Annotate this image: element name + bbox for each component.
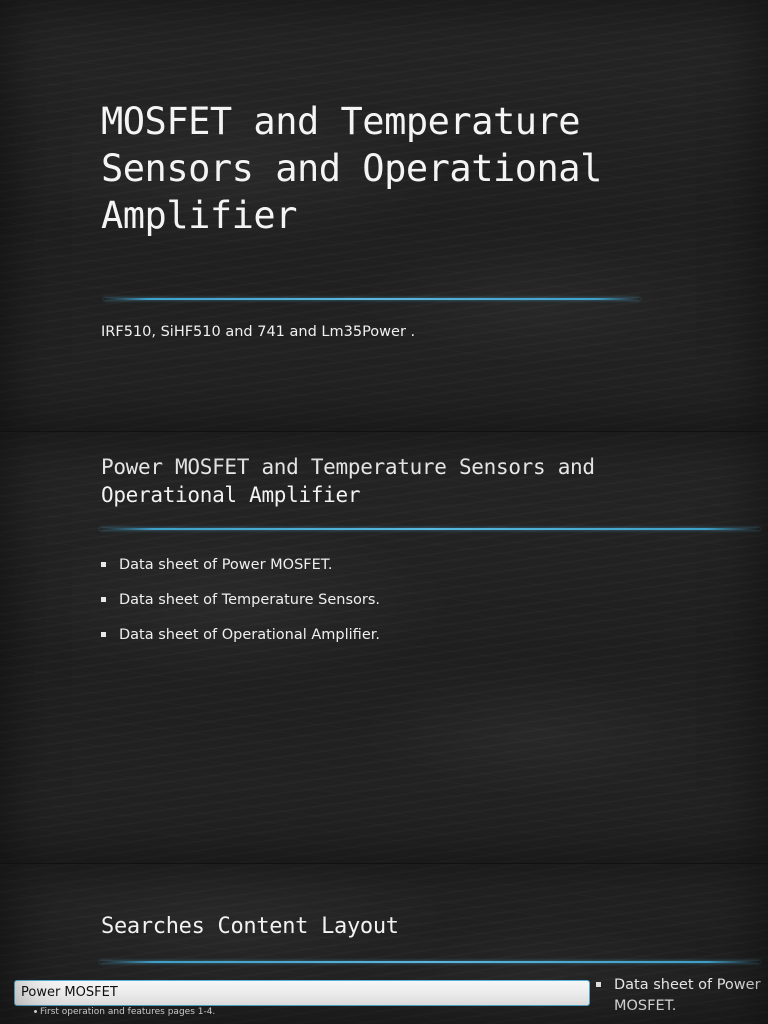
slide-title: Power MOSFET and Temperature Sensors and Operational Amplifier — [101, 455, 595, 507]
content-box — [14, 980, 590, 1006]
bullet-icon — [34, 1010, 37, 1013]
content-slide — [0, 432, 768, 864]
bullet-text: Data sheet of Operational Amplifier. — [119, 627, 380, 643]
bullet-list — [101, 552, 380, 657]
slide-subtitle: IRF510, SiHF510 and 741 and Lm35Power . — [101, 324, 416, 340]
box-label: Power MOSFET — [21, 985, 118, 1000]
bullet-text: Data sheet of Power MOSFET. — [119, 557, 333, 573]
title-underline — [100, 961, 760, 963]
bullet-icon — [596, 982, 601, 987]
title-slide — [0, 0, 768, 432]
bullet-icon — [101, 632, 106, 637]
box-note-text: First operation and features pages 1-4. — [40, 1007, 216, 1017]
bullet-text: Data sheet of Temperature Sensors. — [119, 592, 381, 608]
bullet-icon — [101, 597, 106, 602]
layout-slide — [0, 864, 768, 1024]
bullet-text: Data sheet of Power MOSFET. — [614, 977, 761, 1014]
box-note — [34, 1007, 215, 1017]
list-item — [101, 622, 380, 657]
list-item — [101, 587, 380, 622]
slide-title: Searches Content Layout — [101, 914, 399, 939]
title-underline — [100, 528, 760, 530]
side-bullet — [596, 975, 768, 1017]
list-item — [101, 552, 380, 587]
bullet-icon — [101, 562, 106, 567]
slide-title: MOSFET and Temperature Sensors and Operational Amplifier — [101, 100, 602, 237]
title-underline — [104, 298, 640, 300]
